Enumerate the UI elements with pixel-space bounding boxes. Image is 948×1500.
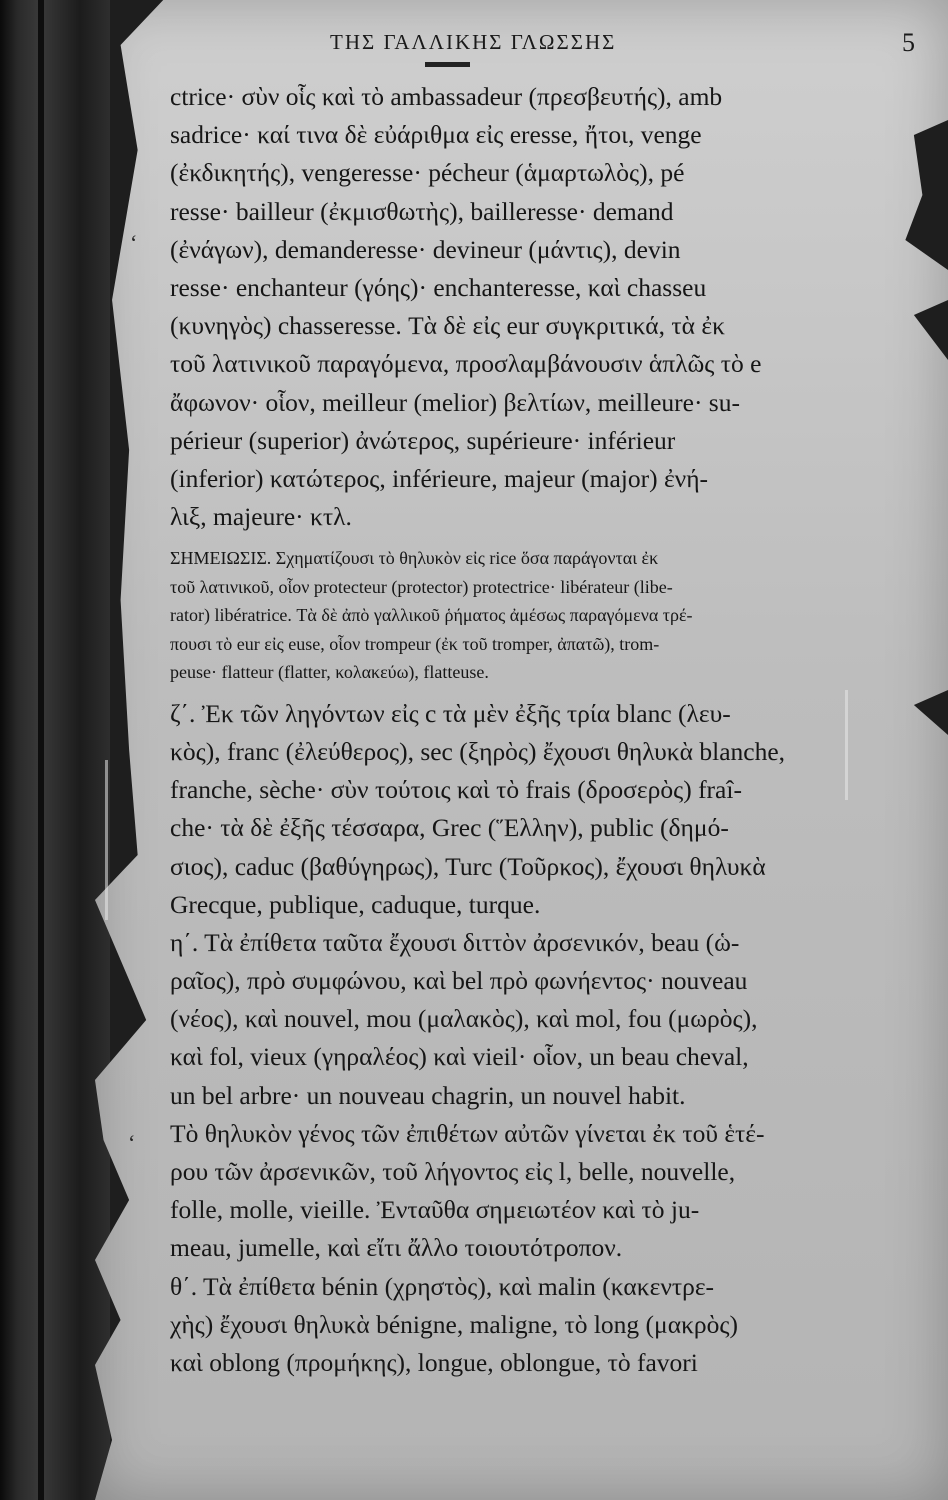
book-spine [0, 0, 110, 1500]
text-line: resse· bailleur (ἐκμισθωτὴς), bailleresse· demand [170, 196, 674, 226]
page-number: 5 [902, 28, 915, 57]
margin-mark: ʻ [130, 230, 138, 255]
text-line: θ΄. Τὰ ἐπίθετα bénin (χρηστὸς), καὶ malin (κακεντρε- [170, 1271, 715, 1301]
text-line: (ἐνάγων), demanderesse· devineur (μάντις), devin [170, 234, 681, 264]
text-line: (ἐκδικητής), vengeresse· pécheur (ἁμαρτωλὸς), pé [170, 158, 685, 188]
body-section-1 [170, 78, 890, 536]
text-line: η΄. Τὰ ἐπίθετα ταῦτα ἔχουσι διττὸν ἀρσενικόν, beau (ὡ- [170, 927, 740, 957]
text-line: (inferior) κατώτερος, inférieure, majeur (major) ἐνή- [170, 463, 709, 493]
text-line: χὴς) ἔχουσι θηλυκὰ bénigne, maligne, τὸ long (μακρὸς) [170, 1309, 738, 1339]
body-section-2 [170, 695, 890, 1382]
text-line: franche, sèche· σὺν τούτοις καὶ τὸ frais (δροσερὸς) fraî- [170, 775, 742, 805]
text-line: meau, jumelle, καὶ εἴτι ἄλλο τοιουτότροπον. [170, 1233, 623, 1263]
text-line: ἄφωνον· οἷον, meilleur (melior) βελτίων, meilleure· su- [170, 387, 740, 417]
torn-edge-highlight [105, 760, 108, 920]
text-line: Grecque, publique, caduque, turque. [170, 889, 541, 919]
text-line: ρου τῶν ἀρσενικῶν, τοῦ λήγοντος εἰς l, belle, nouvelle, [170, 1157, 736, 1186]
text-line: resse· enchanteur (γόης)· enchanteresse, καὶ chasseu [170, 272, 707, 302]
text-line: ραῖος), πρὸ συμφώνου, καὶ bel πρὸ φωνήεντος· nouveau [170, 966, 748, 996]
margin-mark: ʻ [128, 1130, 136, 1155]
text-line: κὸς), franc (ἐλεύθερος), sec (ξηρὸς) ἔχουσι θηλυκὰ blanche, [170, 736, 786, 766]
text-line: un bel arbre· un nouveau chagrin, un nouvel habit. [170, 1080, 686, 1110]
note-line: πουσι τὸ eur εἰς euse, οἷον trompeur (ἐκ τοῦ tromper, ἀπατῶ), trom- [170, 633, 660, 654]
text-line: périeur (superior) ἀνώτερος, supérieure· inférieur [170, 425, 676, 455]
text-line: Τὸ θηλυκὸν γένος τῶν ἐπιθέτων αὐτῶν γίνεται ἐκ τοῦ ἑτέ- [170, 1118, 765, 1148]
text-line: (κυνηγὸς) chasseresse. Τὰ δὲ εἰς eur συγκριτικά, τὰ ἐκ [170, 311, 725, 341]
text-line: che· τὰ δὲ ἐξῆς τέσσαρα, Grec (Ἕλλην), public (δημό- [170, 813, 729, 843]
text-line: (νέος), καὶ nouvel, mou (μαλακὸς), καὶ mol, fou (μωρὸς), [170, 1004, 758, 1034]
text-line: καὶ fol, vieux (γηραλέος) καὶ vieil· οἷον, un beau cheval, [170, 1042, 749, 1072]
header-ornament [425, 62, 470, 67]
text-line: λιξ, majeure· κτλ. [170, 502, 352, 532]
running-title: ΤΗΣ ΓΑΛΛΙΚΗΣ ΓΛΩΣΣΗΣ [330, 30, 617, 54]
note-line: τοῦ λατινικοῦ, οἷον protecteur (protector) protectrice· libérateur (libe- [170, 576, 673, 597]
text-line: ctrice· σὺν οἷς καὶ τὸ ambassadeur (πρεσβευτής), amb [170, 82, 723, 111]
text-line: ζ΄. Ἐκ τῶν ληγόντων εἰς c τὰ μὲν ἐξῆς τρία blanc (λευ- [170, 698, 731, 728]
page-text [170, 78, 890, 1382]
text-line: καὶ oblong (προμήκης), longue, oblongue, τὸ favori [170, 1347, 698, 1377]
text-line: τοῦ λατινικοῦ παραγόμενα, προσλαμβάνουσιν ἁπλῶς τὸ e [170, 349, 762, 379]
note-line: peuse· flatteur (flatter, κολακεύω), flatteuse. [170, 662, 489, 683]
text-line: folle, molle, vieille. Ἐνταῦθα σημειωτέον καὶ τὸ ju- [170, 1195, 700, 1225]
spine-binding [38, 0, 44, 1500]
text-line: sadrice· καί τινα δὲ εὐάριθμα εἰς eresse, ἤτοι, venge [170, 120, 702, 150]
note-section [170, 544, 890, 687]
text-line: σιος), caduc (βαθύγηρως), Turc (Τοῦρκος), ἔχουσι θηλυκὰ [170, 851, 766, 881]
note-line: ΣΗΜΕΙΩΣΙΣ. Σχηματίζουσι τὸ θηλυκὸν εἰς rice ὅσα παράγονται ἐκ [170, 548, 659, 569]
note-line: rator) libératrice. Τὰ δὲ ἀπὸ γαλλικοῦ ῥήματος ἀμέσως παραγόμενα τρέ- [170, 605, 693, 626]
